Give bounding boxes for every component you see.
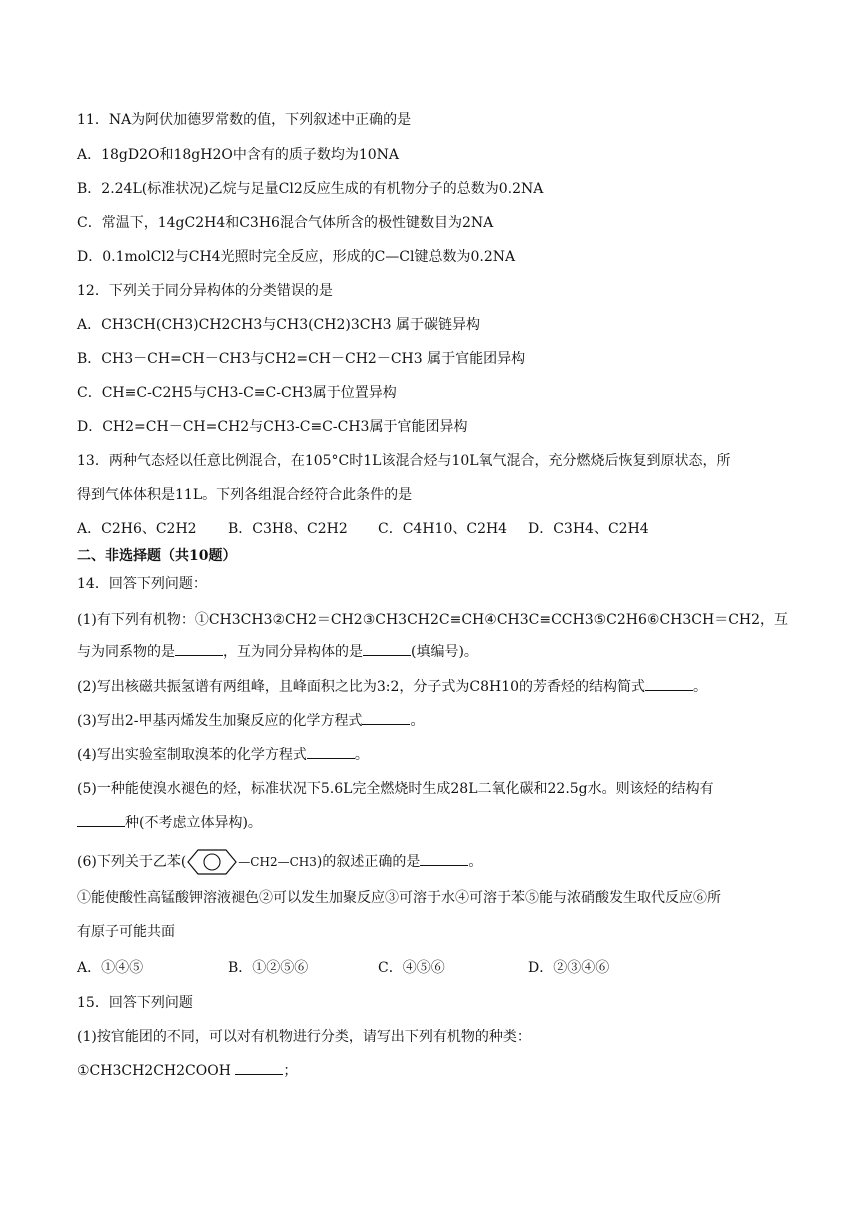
q14-part1-text-b: ，互为同分异构体的是 — [223, 644, 363, 660]
q14-part1-text-a: 与为同系物的是 — [77, 644, 175, 660]
q12-option-c: C．CH≡C-C2H5与CH3-C≡C-CH3属于位置异构 — [77, 385, 397, 401]
benzene-ring-icon — [186, 847, 238, 877]
answer-blank[interactable] — [420, 852, 468, 866]
answer-blank[interactable] — [645, 677, 693, 691]
answer-blank[interactable] — [363, 642, 411, 656]
q14-part2-text: (2)写出核磁共振氢谱有两组峰，且峰面积之比为3:2，分子式为C8H10的芳香烃的结构简式 — [77, 679, 646, 695]
q14-option-a: A．①④⑤ — [77, 960, 144, 976]
q11-stem: 11．NA为阿伏加德罗常数的值，下列叙述中正确的是 — [77, 112, 412, 128]
q11-option-c: C．常温下，14gC2H4和C3H6混合气体所含的极性键数目为2NA — [77, 215, 494, 231]
q12-option-a: A．CH3CH(CH3)CH2CH3与CH3(CH2)3CH3 属于碳链异构 — [77, 317, 481, 333]
answer-blank[interactable] — [175, 642, 223, 656]
answer-blank[interactable] — [307, 745, 355, 759]
q14-part3-end: 。 — [410, 713, 425, 729]
q14-part3-text: (3)写出2-甲基丙烯发生加聚反应的化学方程式 — [77, 713, 363, 729]
q11-option-a: A．18gD2O和18gH2O中含有的质子数均为10NA — [77, 147, 400, 163]
q11-option-b: B．2.24L(标准状况)乙烷与足量Cl2反应生成的有机物分子的总数为0.2NA — [77, 181, 544, 197]
q15-item1-formula: ①CH3CH2CH2COOH — [77, 1063, 231, 1079]
q14-part2 — [77, 677, 707, 697]
q14-part1-line2 — [77, 642, 478, 662]
q14-part1-text-c: (填编号)。 — [411, 644, 478, 660]
q14-part6 — [77, 847, 482, 877]
q15-part1: (1)按官能团的不同，可以对有机物进行分类，请写出下列有机物的种类： — [77, 1029, 531, 1045]
q12-option-d: D．CH2=CH－CH=CH2与CH3-C≡C-CH3属于官能团异构 — [77, 419, 468, 435]
answer-blank[interactable] — [235, 1061, 283, 1075]
q14-part2-end: 。 — [693, 679, 708, 695]
q14-part4 — [77, 745, 369, 765]
q11-option-d: D．0.1molCl2与CH4光照时完全反应，形成的C—Cl键总数为0.2NA — [77, 249, 516, 265]
q14-part4-text: (4)写出实验室制取溴苯的化学方程式 — [77, 747, 307, 763]
answer-blank[interactable] — [77, 813, 125, 827]
q15-stem: 15．回答下列问题 — [77, 995, 193, 1011]
q14-statements-line2: 有原子可能共面 — [77, 924, 175, 940]
q14-option-c: C．④⑤⑥ — [378, 960, 445, 976]
section-heading: 二、非选择题（共10题） — [77, 548, 237, 564]
q14-option-b: B．①②⑤⑥ — [228, 960, 309, 976]
q13-stem-line1: 13．两种气态烃以任意比例混合，在105°C时1L该混合烃与10L氧气混合，充分燃烧后恢复到原状态，所 — [77, 453, 731, 469]
q13-option-a: A．C2H6、C2H2 — [77, 521, 197, 537]
q12-stem: 12．下列关于同分异构体的分类错误的是 — [77, 283, 333, 299]
q14-option-d: D．②③④⑥ — [528, 960, 610, 976]
q14-part5-line1: (5)一种能使溴水褪色的烃，标准状况下5.6L完全燃烧时生成28L二氧化碳和22.5g水。则该烃的结构有 — [77, 781, 714, 797]
answer-blank[interactable] — [362, 711, 410, 725]
q14-part6-text-a: (6)下列关于乙苯( — [77, 854, 187, 870]
q14-part6-text-b: )的叙述正确的是 — [316, 854, 421, 870]
q14-statements-line1: ①能使酸性高锰酸钾溶液褪色②可以发生加聚反应③可溶于水④可溶于苯⑤能与浓硝酸发生取代反应⑥所 — [77, 890, 721, 906]
q14-part4-end: 。 — [354, 747, 369, 763]
q12-option-b: B．CH3－CH=CH－CH3与CH2=CH－CH2－CH3 属于官能团异构 — [77, 351, 526, 367]
q14-part5-text: 种(不考虑立体异构)。 — [125, 815, 262, 831]
ethyl-group-label: —CH2—CH3 — [238, 855, 317, 869]
q15-item1-end: ； — [283, 1063, 298, 1079]
q14-part6-end: 。 — [468, 854, 483, 870]
q15-item1 — [77, 1061, 297, 1081]
q13-option-c: C．C4H10、C2H4 — [378, 521, 508, 537]
q13-stem-line2: 得到气体体积是11L。下列各组混合经符合此条件的是 — [77, 487, 413, 503]
q13-option-d: D．C3H4、C2H4 — [528, 521, 649, 537]
q14-part3 — [77, 711, 424, 731]
q13-option-b: B．C3H8、C2H2 — [228, 521, 348, 537]
q14-part1-line1: (1)有下列有机物：①CH3CH3②CH2＝CH2③CH3CH2C≡CH④CH3C≡CCH3⑤C2H6⑥CH3CH＝CH2，互 — [77, 612, 789, 628]
q14-part5-line2 — [77, 813, 262, 833]
q14-stem: 14．回答下列问题： — [77, 576, 207, 592]
